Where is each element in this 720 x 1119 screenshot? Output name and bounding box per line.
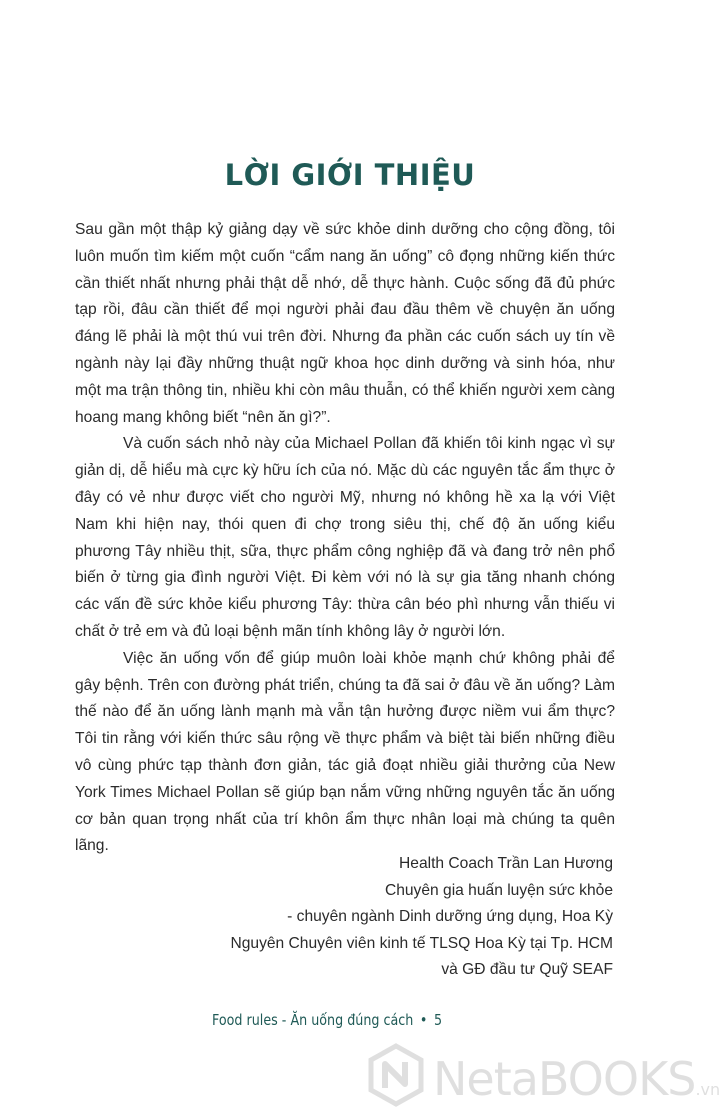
signature-line-current-position: và GĐ đầu tư Quỹ SEAF xyxy=(441,961,613,979)
signature-line-former-position: Nguyên Chuyên viên kinh tế TLSQ Hoa Kỳ tại Tp. HCM xyxy=(230,934,613,952)
footer-book-title: Food rules - Ăn uống đúng cách xyxy=(212,1011,414,1029)
footer-page-number: 5 xyxy=(433,1011,443,1029)
author-signature xyxy=(230,851,613,984)
footer-separator: • xyxy=(419,1011,428,1029)
page-title: LỜI GIỚI THIỆU xyxy=(224,158,476,192)
paragraph-1: Sau gần một thập kỷ giảng dạy về sức khỏe dinh dưỡng cho cộng đồng, tôi luôn muốn tìm kiếm một cuốn “cẩm nang ăn uống” cô đọng những kiến thức cần thiết nhất nhưng phải thật dễ nhớ, dễ thực hành. Cuộc sống đã đủ phức tạp rồi, đâu cần thiết để mọi người phải đau đầu thêm về chuyện ăn uống đáng lẽ phải là một thú vui trên đời. Nhưng đa phần các cuốn sách uy tín về ngành này lại đầy những thuật ngữ khoa học dinh dưỡng và sinh hóa, như một ma trận thông tin, nhiều khi còn mâu thuẫn, có thể khiến người xem càng hoang mang không biết “nên ăn gì?”. xyxy=(75,221,615,426)
introduction-body xyxy=(75,217,615,860)
signature-line-name: Health Coach Trần Lan Hương xyxy=(399,855,613,872)
signature-line-role: Chuyên gia huấn luyện sức khỏe xyxy=(384,881,613,899)
watermark-brand: NetaBOOKS xyxy=(433,1052,696,1106)
watermark-text xyxy=(433,1052,720,1106)
page-footer xyxy=(212,1011,442,1029)
netabooks-logo-icon xyxy=(365,1044,427,1106)
paragraph-2: Và cuốn sách nhỏ này của Michael Pollan đã khiến tôi kinh ngạc vì sự giản dị, dễ hiểu mà cực kỳ hữu ích của nó. Mặc dù các nguyên tắc ẩm thực ở đây có vẻ như được viết cho người Mỹ, nhưng nó không hề xa lạ với Việt Nam khi hiện nay, thói quen đi chợ trong siêu thị, chế độ ăn uống kiểu phương Tây nhiều thịt, sữa, thực phẩm công nghiệp đã và đang trở nên phổ biến ở từng gia đình người Việt. Đi kèm với nó là sự gia tăng nhanh chóng các vấn đề sức khỏe kiểu phương Tây: thừa cân béo phì nhưng vẫn thiếu vi chất ở trẻ em và đủ loại bệnh mãn tính không lây ở người lớn. xyxy=(75,435,615,640)
watermark-domain: .vn xyxy=(695,1080,720,1099)
paragraph-3: Việc ăn uống vốn để giúp muôn loài khỏe mạnh chứ không phải để gây bệnh. Trên con đường phát triển, chúng ta đã sai ở đâu về ăn uống? Làm thế nào để ăn uống lành mạnh mà vẫn tận hưởng được niềm vui ẩm thực? Tôi tin rằng với kiến thức sâu rộng về thực phẩm và biệt tài biến những điều vô cùng phức tạp thành đơn giản, tác giả đoạt nhiều giải thưởng của New York Times Michael Pollan sẽ giúp bạn nắm vững những nguyên tắc ăn uống cơ bản quan trọng nhất của trí khôn ẩm thực nhân loại mà chúng ta quên lãng. xyxy=(75,649,615,855)
watermark xyxy=(365,1040,720,1112)
signature-line-field: - chuyên ngành Dinh dưỡng ứng dụng, Hoa Kỳ xyxy=(287,908,613,926)
